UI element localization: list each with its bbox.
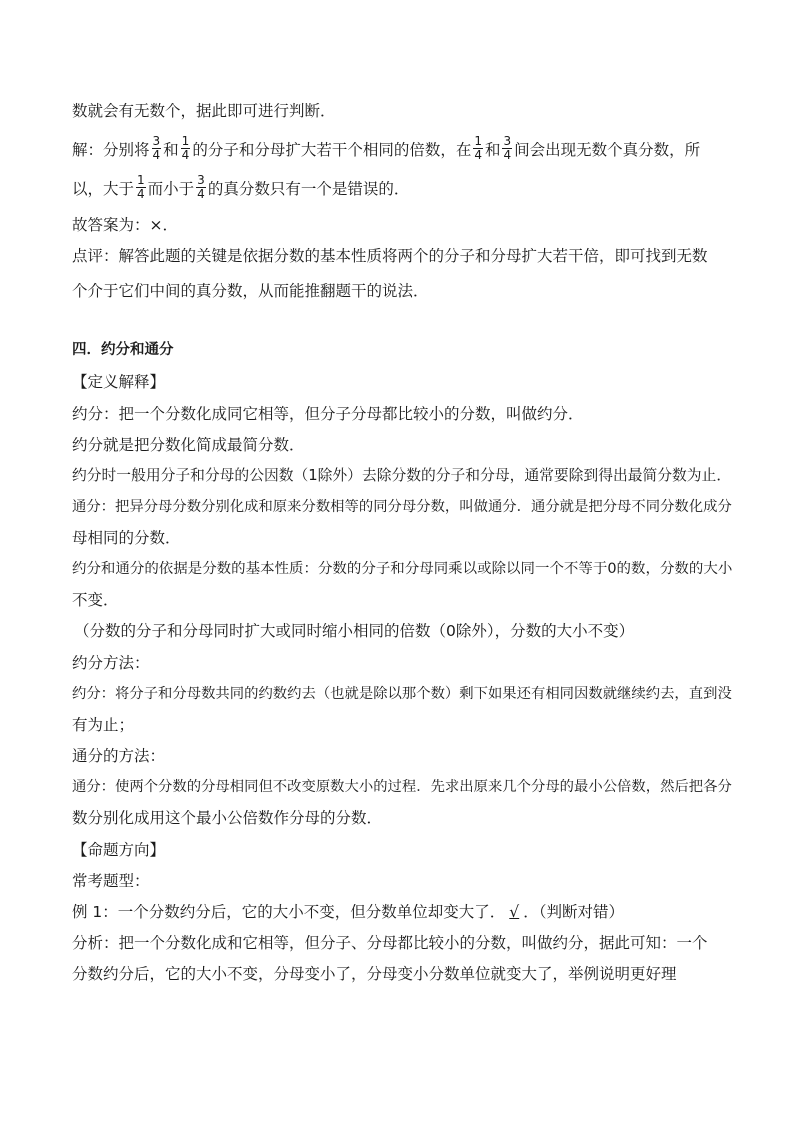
denominator: 4 <box>503 148 512 162</box>
text-line: 点评：解答此题的关键是依据分数的基本性质将两个的分子和分母扩大若干倍，即可找到无数 <box>72 247 708 265</box>
text-line: 约分：把一个分数化成同它相等，但分子分母都比较小的分数，叫做约分． <box>72 405 584 423</box>
numerator: 1 <box>181 134 190 148</box>
text-span: 而小于 <box>147 180 195 198</box>
denominator: 4 <box>152 148 161 162</box>
fraction <box>473 135 483 162</box>
text-line: 母相同的分数． <box>72 529 181 547</box>
text-line: 约分方法： <box>72 654 150 672</box>
text-line: 数分别化成用这个最小公倍数作分母的分数． <box>72 809 383 827</box>
text-span: 以，大于 <box>72 180 135 198</box>
fraction <box>502 135 512 162</box>
text-line: 分数约分后，它的大小不变，分母变小了，分母变小分数单位就变大了，举例说明更好理 <box>72 965 677 983</box>
numerator: 3 <box>503 134 512 148</box>
denominator: 4 <box>474 148 482 162</box>
text-line: 约分就是把分数化简成最简分数． <box>72 436 305 454</box>
numerator: 1 <box>474 134 482 148</box>
text-span: 解：分别将 <box>72 141 150 159</box>
text-line: 通分：把异分母分数分别化成和原来分数相等的同分母分数，叫做通分．通分就是把分母不同分数化成分 <box>72 499 732 515</box>
denominator: 4 <box>181 148 190 162</box>
text-line: 故答案为：×． <box>72 216 178 234</box>
numerator: 1 <box>137 173 145 187</box>
text-span: 和 <box>163 141 179 159</box>
text-line: 常考题型： <box>72 872 150 890</box>
text-span: 的真分数只有一个是错误的． <box>207 180 410 198</box>
solution-line <box>72 173 410 203</box>
denominator: 4 <box>197 187 205 201</box>
text-span: ．（判断对错） <box>523 903 624 921</box>
denominator: 4 <box>137 187 145 201</box>
section-heading: 四．约分和通分 <box>72 342 174 358</box>
answer-mark: √ <box>509 903 520 921</box>
text-line: 有为止； <box>72 716 135 734</box>
text-line: 【定义解释】 <box>72 373 166 391</box>
text-line: 约分时一般用分子和分母的公因数（1除外）去除分数的分子和分母，通常要除到得出最简分数为止． <box>72 467 732 484</box>
numerator: 3 <box>152 134 161 148</box>
text-span: 的分子和分母扩大若干个相同的倍数，在 <box>192 141 472 159</box>
text-line: 约分和通分的依据是分数的基本性质：分数的分子和分母同乘以或除以同一个不等于0的数，分数的大小 <box>72 561 733 577</box>
solution-line <box>72 134 701 164</box>
text-span: 间会出现无数个真分数，所 <box>514 141 701 159</box>
text-line: 约分：将分子和分母数共同的约数约去（也就是除以那个数）剩下如果还有相同因数就继续约去，直到没 <box>72 686 732 702</box>
example-line <box>72 901 624 923</box>
text-span: 例 1：一个分数约分后，它的大小不变，但分数单位却变大了． <box>72 903 506 921</box>
text-line: 个介于它们中间的真分数，从而能推翻题干的说法． <box>72 282 429 300</box>
fraction <box>136 174 146 201</box>
fraction <box>181 135 191 162</box>
text-line: 分析：把一个分数化成和它相等，但分子、分母都比较小的分数，叫做约分，据此可知：一个 <box>72 934 708 952</box>
text-span: 和 <box>484 141 501 159</box>
text-line: （分数的分子和分母同时扩大或同时缩小相同的倍数（0除外），分数的大小不变） <box>74 622 635 640</box>
text-line: 通分的方法： <box>72 747 166 765</box>
text-line: 【命题方向】 <box>72 841 166 859</box>
fraction <box>196 174 206 201</box>
numerator: 3 <box>197 173 205 187</box>
fraction <box>152 135 162 162</box>
text-line: 不变． <box>72 591 119 609</box>
text-line: 通分：使两个分数的分母相同但不改变原数大小的过程．先求出原来几个分母的最小公倍数，然后把各分 <box>72 779 732 795</box>
text-line: 数就会有无数个，据此即可进行判断． <box>72 102 336 120</box>
